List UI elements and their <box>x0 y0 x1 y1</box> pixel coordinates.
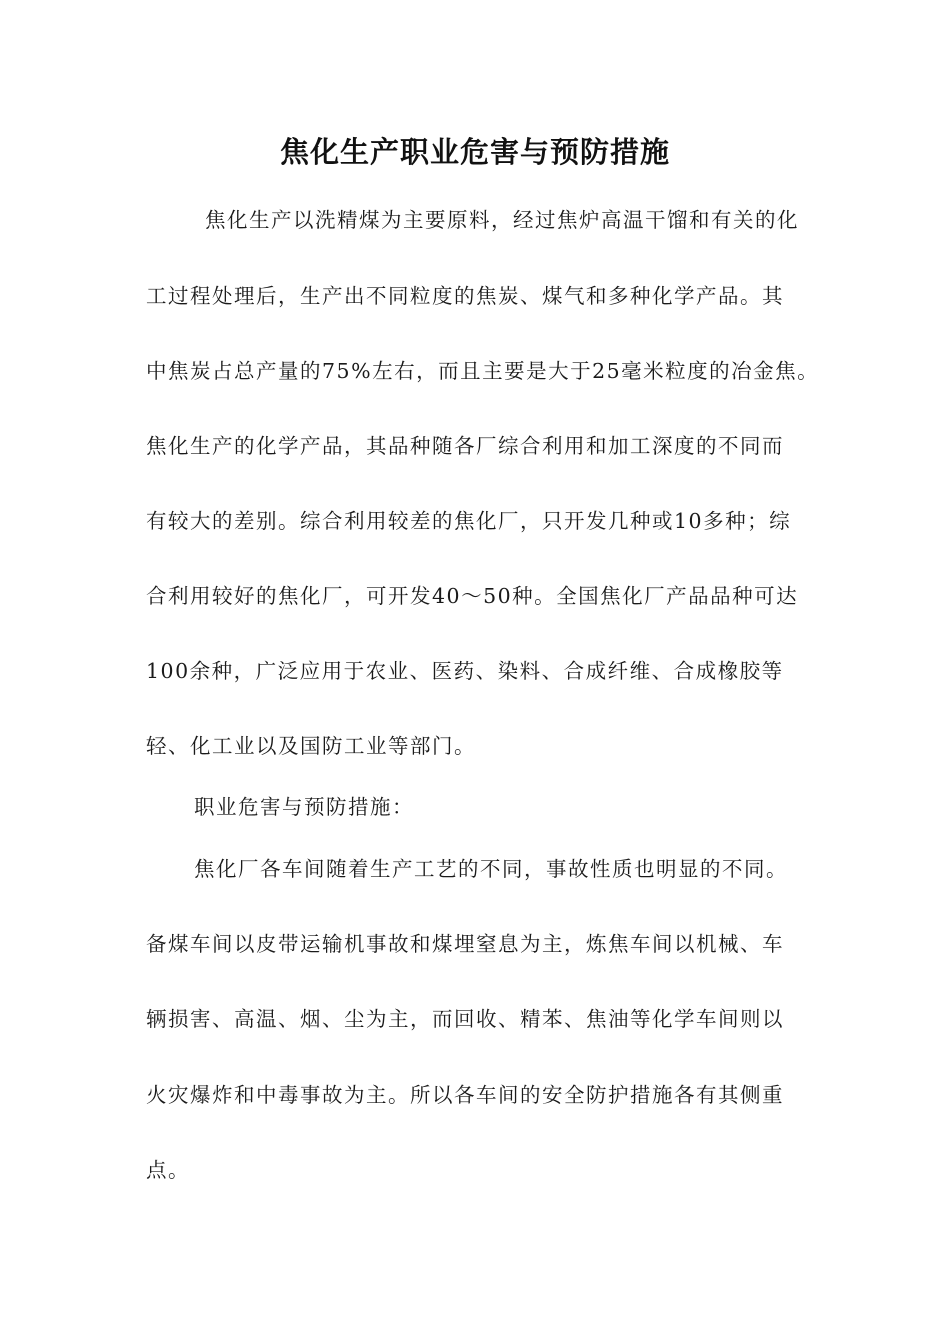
paragraph1-line: 有较大的差别。综合利用较差的焦化厂，只开发几种或10多种；综 <box>146 509 792 533</box>
paragraph1-line: 焦化生产的化学产品，其品种随各厂综合利用和加工深度的不同而 <box>146 434 784 458</box>
paragraph2-line: 点。 <box>146 1158 190 1182</box>
paragraph1-line: 轻、化工业以及国防工业等部门。 <box>146 734 476 758</box>
paragraph1-line: 工过程处理后，生产出不同粒度的焦炭、煤气和多种化学产品。其 <box>146 284 784 308</box>
paragraph2-line: 辆损害、高温、烟、尘为主，而回收、精苯、焦油等化学车间则以 <box>146 1007 784 1031</box>
paragraph1-line: 中焦炭占总产量的75%左右，而且主要是大于25毫米粒度的冶金焦。 <box>146 359 820 383</box>
paragraph2-line: 焦化厂各车间随着生产工艺的不同，事故性质也明显的不同。 <box>194 857 788 881</box>
document-title: 焦化生产职业危害与预防措施 <box>279 135 670 169</box>
paragraph2-line: 备煤车间以皮带运输机事故和煤埋窒息为主，炼焦车间以机械、车 <box>146 932 784 956</box>
paragraph1-line: 合利用较好的焦化厂，可开发40～50种。全国焦化厂产品品种可达 <box>146 584 799 608</box>
paragraph1-line: 100余种，广泛应用于农业、医药、染料、合成纤维、合成橡胶等 <box>146 659 784 683</box>
paragraph2-line: 火灾爆炸和中毒事故为主。所以各车间的安全防护措施各有其侧重 <box>146 1083 784 1107</box>
section-heading: 职业危害与预防措施： <box>194 795 414 819</box>
paragraph1-line: 焦化生产以洗精煤为主要原料，经过焦炉高温干馏和有关的化 <box>205 208 799 232</box>
